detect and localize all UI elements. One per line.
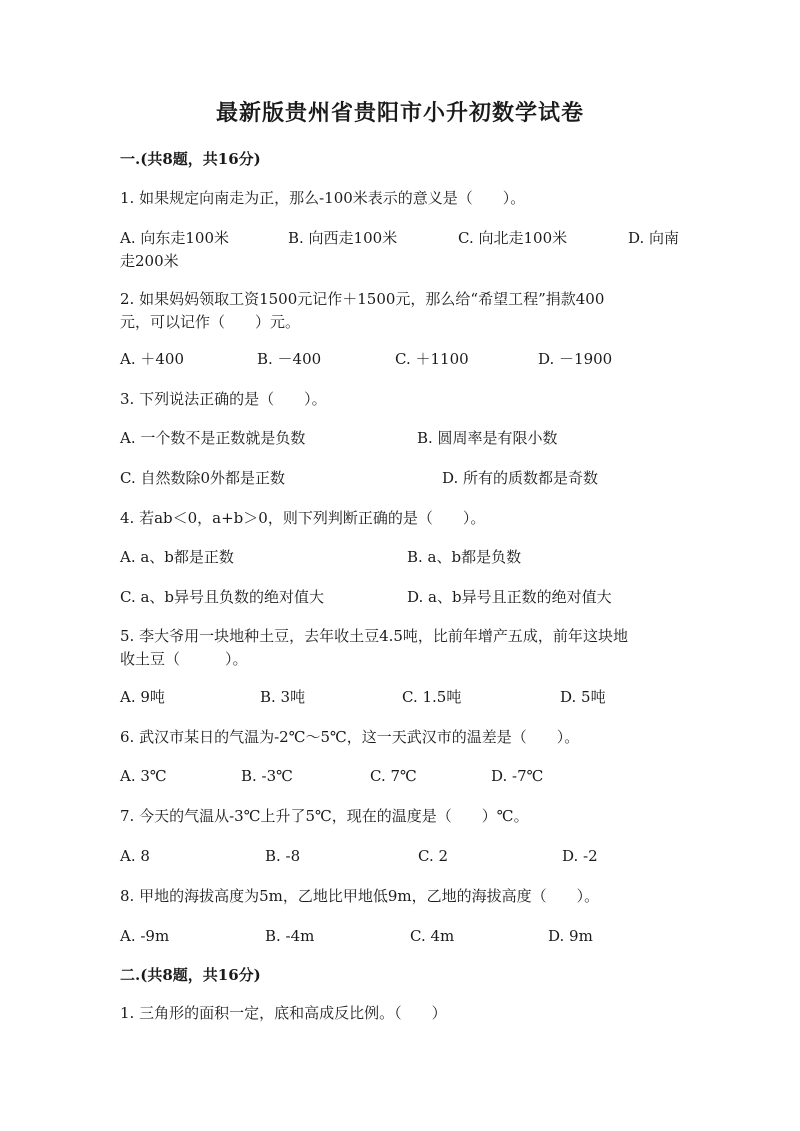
question-1-stem: 1. 如果规定向南走为正，那么-100米表示的意义是（ ）。 <box>120 189 526 207</box>
option-b: B. a、b都是负数 <box>407 548 522 566</box>
option-c: C. 2 <box>418 847 449 865</box>
option-b: B. －400 <box>257 350 322 368</box>
option-c: C. a、b异号且负数的绝对值大 <box>120 588 325 606</box>
question-3-stem: 3. 下列说法正确的是（ ）。 <box>120 390 327 408</box>
question-7-stem: 7. 今天的气温从-3℃上升了5℃，现在的温度是（ ）℃。 <box>120 807 529 825</box>
question-4-stem: 4. 若ab＜0，a+b＞0，则下列判断正确的是（ ）。 <box>120 509 486 527</box>
option-d: D. 向南 <box>628 229 680 247</box>
option-c: C. 7℃ <box>370 767 417 785</box>
option-d: D. -2 <box>562 847 598 865</box>
option-d: D. 5吨 <box>560 688 606 706</box>
section-heading: 一.(共8题，共16分) <box>120 150 261 168</box>
option-a: A. 8 <box>120 847 150 865</box>
option-d: D. 9m <box>548 927 593 945</box>
option-b: B. 圆周率是有限小数 <box>417 429 558 447</box>
option-d: D. -7℃ <box>491 767 544 785</box>
option-b: B. -8 <box>265 847 301 865</box>
option-a: A. 9吨 <box>120 688 165 706</box>
option-c: C. ＋1100 <box>395 350 469 368</box>
option-a: A. 向东走100米 <box>120 229 229 247</box>
page-title: 最新版贵州省贵阳市小升初数学试卷 <box>215 100 584 126</box>
option-b: B. 3吨 <box>260 688 306 706</box>
option-a: A. 一个数不是正数就是负数 <box>120 429 306 447</box>
question-6-stem: 6. 武汉市某日的气温为-2℃～5℃，这一天武汉市的温差是（ ）。 <box>120 728 580 746</box>
option-b: B. 向西走100米 <box>288 229 398 247</box>
option-c: C. 向北走100米 <box>458 229 568 247</box>
option-d: D. 所有的质数都是奇数 <box>442 469 599 487</box>
question-5-stem-cont: 收土豆（ ）。 <box>120 650 248 668</box>
question-2-stem: 2. 如果妈妈领取工资1500元记作＋1500元，那么给“希望工程”捐款400 <box>120 290 605 308</box>
question-2-1-stem: 1. 三角形的面积一定，底和高成反比例。（ ） <box>120 1004 447 1022</box>
option-d: D. －1900 <box>538 350 613 368</box>
option-c: C. 4m <box>410 927 455 945</box>
option-a: A. 3℃ <box>120 767 167 785</box>
option-c: C. 自然数除0外都是正数 <box>120 469 286 487</box>
option-c: C. 1.5吨 <box>402 688 462 706</box>
option-d: D. a、b异号且正数的绝对值大 <box>407 588 612 606</box>
question-1-option-d-continued: 走200米 <box>120 252 179 270</box>
option-b: B. -3℃ <box>241 767 293 785</box>
question-2-stem-cont: 元，可以记作（ ）元。 <box>120 313 301 331</box>
question-5-stem: 5. 李大爷用一块地种土豆，去年收土豆4.5吨，比前年增产五成，前年这块地 <box>120 627 628 645</box>
question-8-stem: 8. 甲地的海拔高度为5m，乙地比甲地低9m，乙地的海拔高度（ ）。 <box>120 887 600 905</box>
section-heading: 二.(共8题，共16分) <box>120 966 261 984</box>
option-a: A. ＋400 <box>120 350 184 368</box>
option-a: A. a、b都是正数 <box>120 548 234 566</box>
option-b: B. -4m <box>265 927 315 945</box>
option-a: A. -9m <box>120 927 170 945</box>
